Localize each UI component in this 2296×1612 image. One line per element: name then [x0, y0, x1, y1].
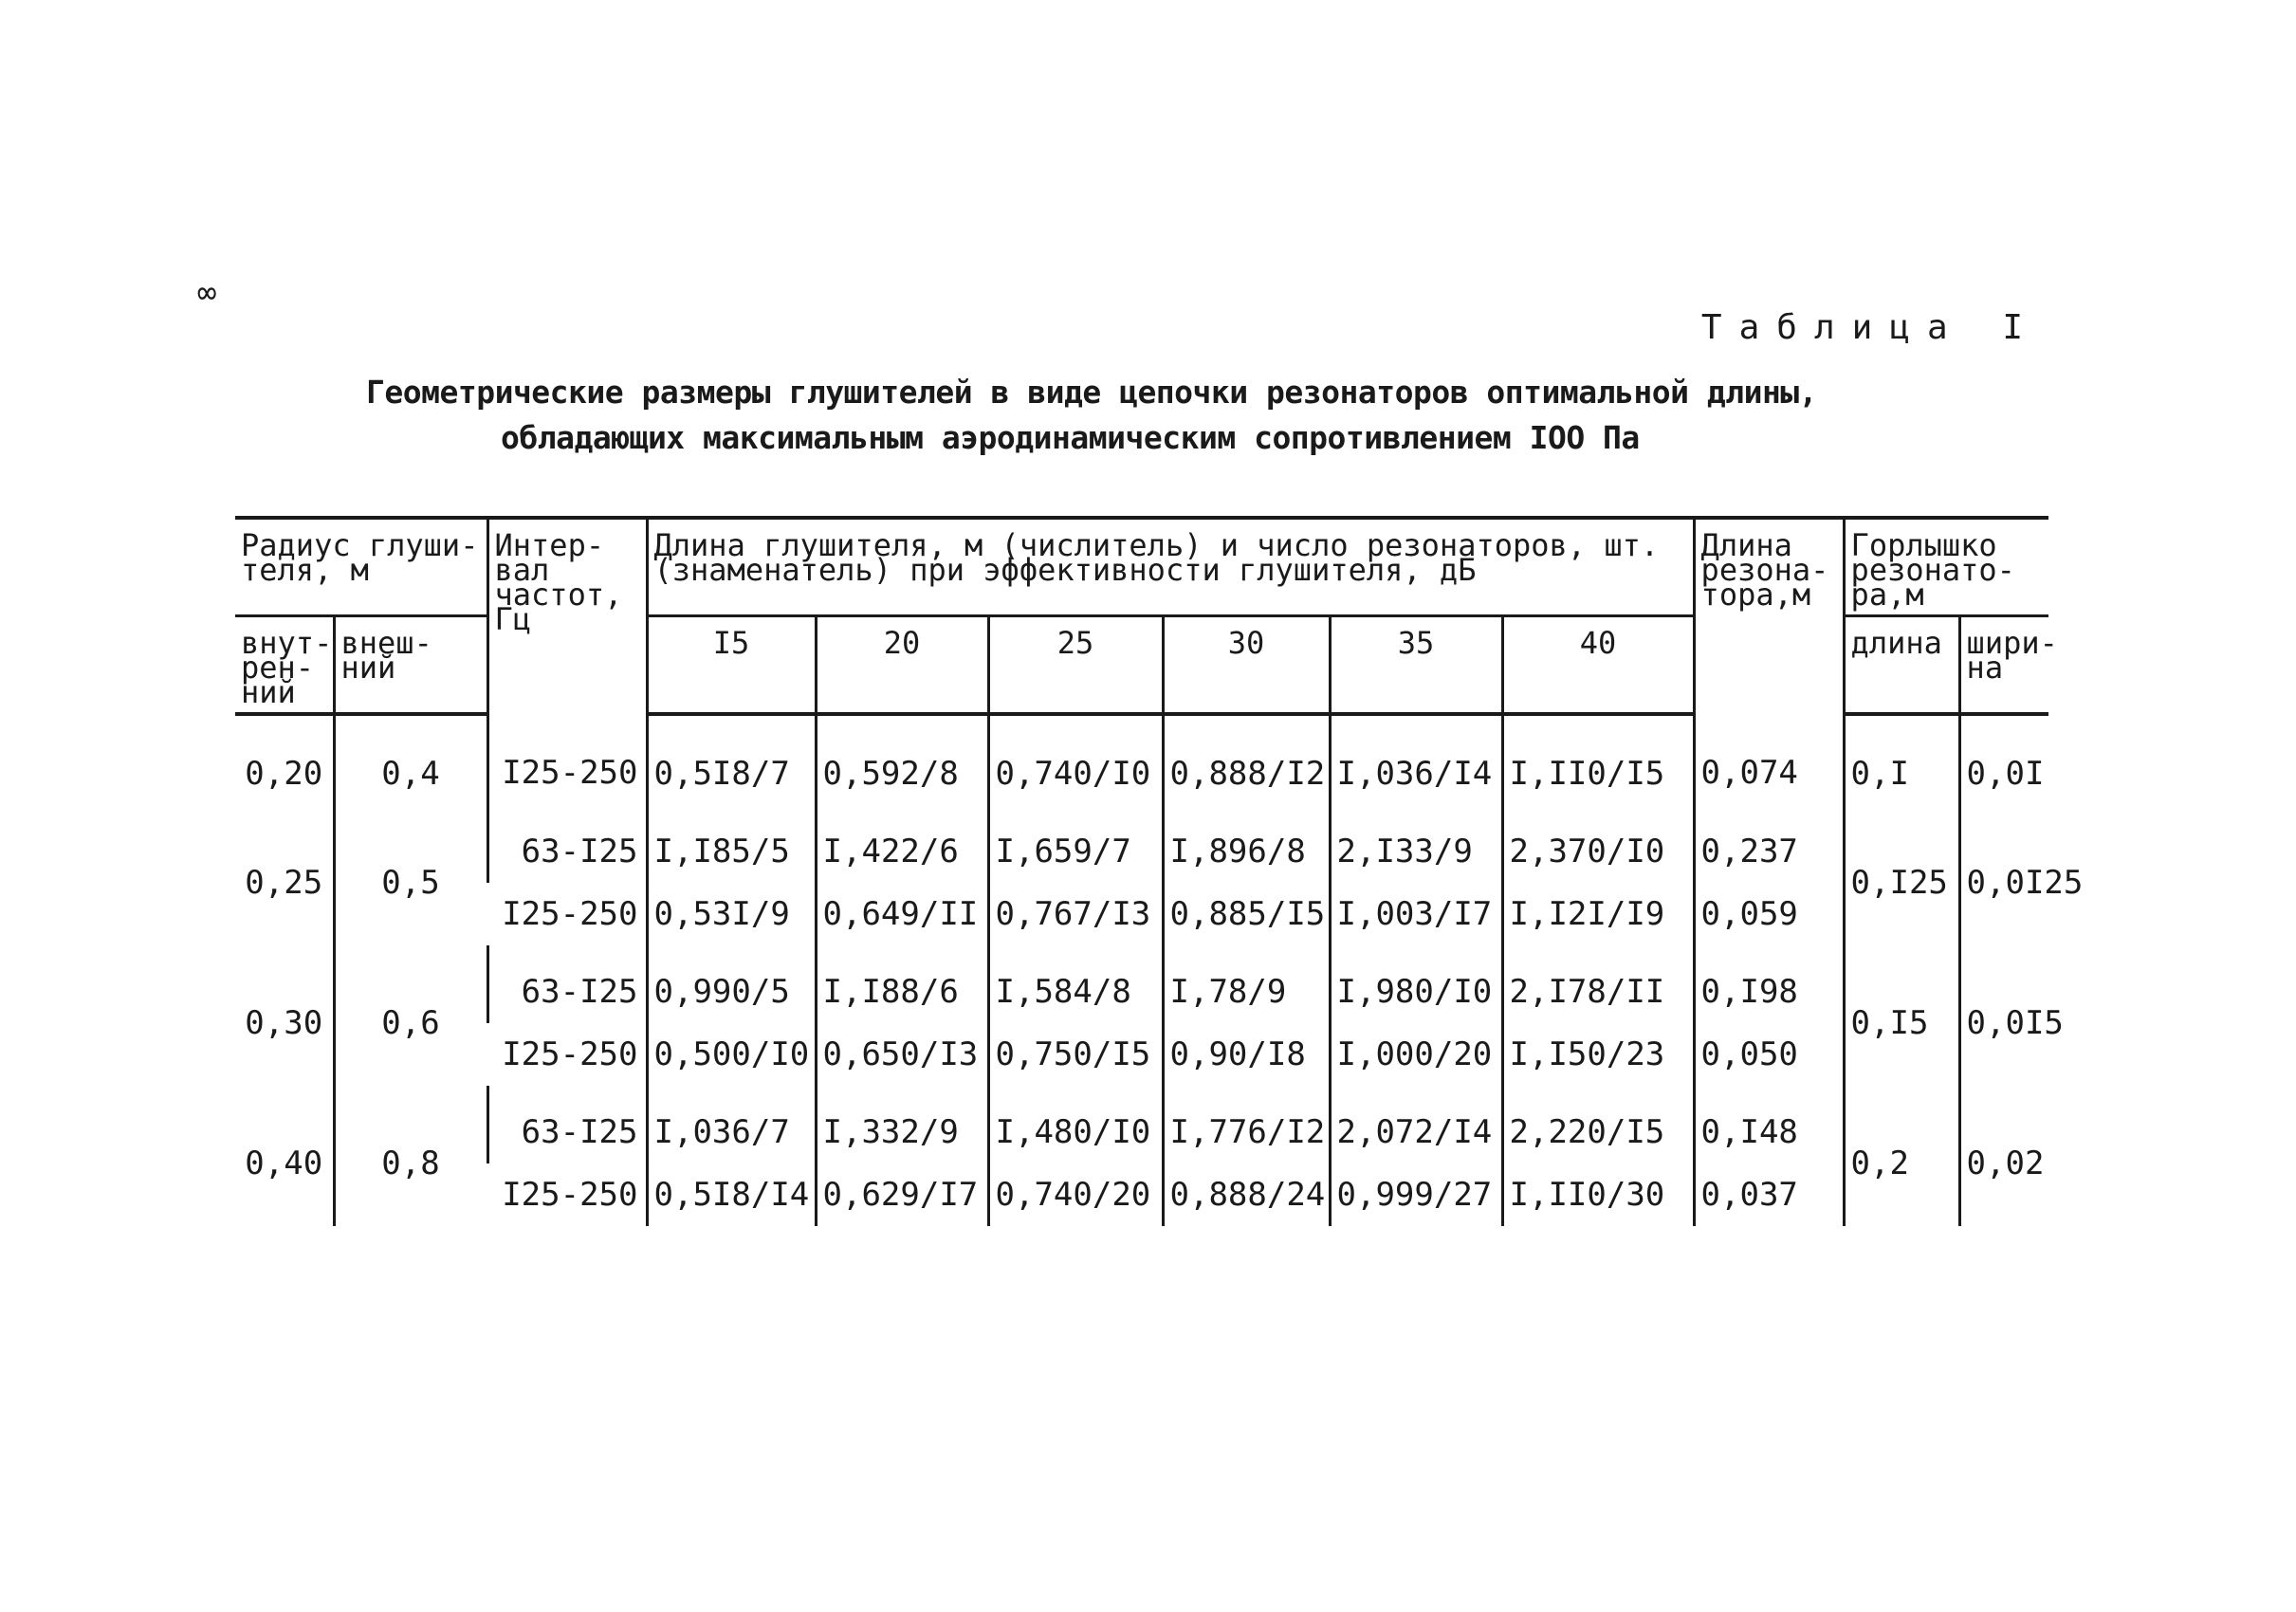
header-inner: внут-рен-ний — [235, 616, 334, 715]
header-neck-length: длина — [1844, 616, 1959, 715]
cell-neck-length: 0,2 — [1844, 1086, 1959, 1226]
cell-value: I,896/8 — [1163, 805, 1330, 883]
table-row — [235, 1163, 2048, 1226]
cell-resonator-length: 0,237 — [1694, 805, 1844, 883]
table-row — [235, 805, 2048, 883]
cell-interval: 63-I25 — [487, 805, 647, 883]
cell-neck-length: 0,I — [1844, 714, 1959, 805]
cell-value: 0,5I8/7 — [647, 714, 816, 805]
cell-value: 0,629/I7 — [816, 1163, 988, 1226]
cell-value: 0,990/5 — [647, 945, 816, 1023]
cell-neck-width: 0,0I5 — [1959, 945, 2048, 1086]
cell-neck-width: 0,0I25 — [1959, 805, 2048, 945]
cell-resonator-length: 0,059 — [1694, 883, 1844, 945]
cell-neck-width: 0,0I — [1959, 714, 2048, 805]
cell-interval: I25-250 — [502, 1176, 638, 1214]
cell-interval: I25-250 — [487, 714, 647, 805]
header-neck: Горлышко резонато-ра,м — [1844, 518, 2048, 616]
cell-value: I,980/I0 — [1330, 945, 1502, 1023]
cell-neck-width: 0,02 — [1959, 1086, 2048, 1226]
cell-value: I,000/20 — [1330, 1023, 1502, 1086]
header-db-20: 20 — [816, 616, 988, 715]
cell-value: 0,999/27 — [1330, 1163, 1502, 1226]
header-db-40: 40 — [1502, 616, 1694, 715]
header-db-15: I5 — [647, 616, 816, 715]
cell-interval: 63-I25 — [487, 1086, 647, 1163]
cell-interval: I25-250 — [502, 895, 638, 933]
cell-value: I,480/I0 — [988, 1086, 1163, 1163]
header-resonator-length: Длина резона-тора,м — [1694, 518, 1844, 714]
cell-neck-length: 0,I5 — [1844, 945, 1959, 1086]
cell-inner-radius: 0,40 — [245, 1145, 323, 1182]
cell-value: 0,767/I3 — [988, 883, 1163, 945]
cell-value: 2,370/I0 — [1502, 805, 1694, 883]
cell-value: 2,I33/9 — [1330, 805, 1502, 883]
cell-value: 0,500/I0 — [647, 1023, 816, 1086]
header-outer: внеш-ний — [334, 616, 487, 715]
cell-value: 0,5I8/I4 — [647, 1163, 816, 1226]
cell-value: I,I85/5 — [647, 805, 816, 883]
cell-outer-radius: 0,8 — [334, 1086, 487, 1226]
cell-value: 0,650/I3 — [816, 1023, 988, 1086]
header-interval: Интер-вал частот, Гц — [487, 518, 647, 714]
cell-value: 2,I78/II — [1502, 945, 1694, 1023]
cell-value: 0,740/I0 — [988, 714, 1163, 805]
table-row — [235, 714, 2048, 805]
cell-value: I,I88/6 — [816, 945, 988, 1023]
cell-value: I,422/6 — [816, 805, 988, 883]
cell-value: I,659/7 — [988, 805, 1163, 883]
cell-interval: 63-I25 — [487, 945, 647, 1023]
cell-inner-radius: 0,30 — [245, 1004, 323, 1042]
cell-value: 0,53I/9 — [647, 883, 816, 945]
cell-inner-radius: 0,20 — [245, 755, 323, 793]
table-row — [235, 945, 2048, 1023]
cell-value: 0,750/I5 — [988, 1023, 1163, 1086]
cell-value: I,584/8 — [988, 945, 1163, 1023]
title-line-2: обладающих максимальным аэродинамическим сопротивлением IOO Па — [501, 419, 1640, 456]
cell-resonator-length: 0,074 — [1694, 714, 1844, 805]
cell-value: I,II0/30 — [1502, 1163, 1694, 1226]
cell-value: I,I2I/I9 — [1502, 883, 1694, 945]
cell-value: I,776/I2 — [1163, 1086, 1330, 1163]
header-db-25: 25 — [988, 616, 1163, 715]
muffler-dimensions-table — [235, 516, 2084, 1226]
cell-outer-radius: 0,5 — [334, 805, 487, 945]
cell-neck-length: 0,I25 — [1844, 805, 1959, 945]
cell-value: I,78/9 — [1163, 945, 1330, 1023]
table-row — [235, 883, 2048, 945]
cell-value: I,I50/23 — [1502, 1023, 1694, 1086]
cell-value: 0,90/I8 — [1163, 1023, 1330, 1086]
cell-interval: I25-250 — [502, 1035, 638, 1073]
header-length-group: Длина глушителя, м (числитель) и число резонаторов, шт. (знаменатель) при эффективности глушителя, дБ — [647, 518, 1694, 616]
header-radius: Радиус глуши-теля, м — [235, 518, 487, 616]
cell-resonator-length: 0,037 — [1694, 1163, 1844, 1226]
cell-resonator-length: 0,050 — [1694, 1023, 1844, 1086]
cell-value: 0,592/8 — [816, 714, 988, 805]
cell-value: I,036/7 — [647, 1086, 816, 1163]
header-db-30: 30 — [1163, 616, 1330, 715]
cell-resonator-length: 0,I48 — [1694, 1086, 1844, 1163]
cell-value: 0,888/24 — [1163, 1163, 1330, 1226]
page-mark: ∞ — [197, 274, 217, 312]
cell-resonator-length: 0,I98 — [1694, 945, 1844, 1023]
title-line-1: Геометрические размеры глушителей в виде цепочки резонаторов оптимальной длины, — [366, 374, 1818, 411]
cell-outer-radius: 0,4 — [334, 714, 487, 805]
table-row — [235, 1023, 2048, 1086]
cell-value: 2,220/I5 — [1502, 1086, 1694, 1163]
cell-value: I,332/9 — [816, 1086, 988, 1163]
table-title — [366, 370, 1817, 461]
cell-inner-radius: 0,25 — [245, 864, 323, 902]
cell-value: 0,649/II — [816, 883, 988, 945]
cell-outer-radius: 0,6 — [334, 945, 487, 1086]
table-row — [235, 1086, 2048, 1163]
cell-value: 0,740/20 — [988, 1163, 1163, 1226]
cell-value: 0,885/I5 — [1163, 883, 1330, 945]
header-db-35: 35 — [1330, 616, 1502, 715]
cell-value: 0,888/I2 — [1163, 714, 1330, 805]
cell-value: I,003/I7 — [1330, 883, 1502, 945]
cell-value: I,036/I4 — [1330, 714, 1502, 805]
table-label: Таблица I — [1700, 308, 2040, 347]
cell-value: 2,072/I4 — [1330, 1086, 1502, 1163]
cell-value: I,II0/I5 — [1502, 714, 1694, 805]
header-neck-width: шири-на — [1959, 616, 2048, 715]
